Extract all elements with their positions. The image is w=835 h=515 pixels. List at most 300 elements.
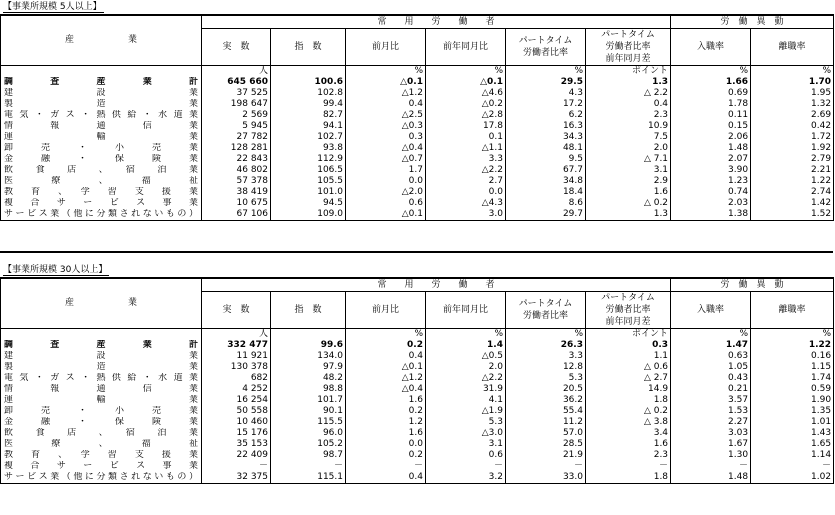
index-cell: 93.8 xyxy=(271,143,346,154)
regular-workers-header: 常 用 労 働 者 xyxy=(202,278,671,292)
section-title: 【事業所規模 30人以上】 xyxy=(3,265,108,275)
total-row xyxy=(1,77,834,88)
yoy-header: 前年同月比 xyxy=(426,29,506,66)
pt-diff-cell: △ 2.7 xyxy=(586,373,671,384)
table-row xyxy=(1,154,834,165)
entry-rate-cell: 2.27 xyxy=(671,417,751,428)
industry-label: 卸 売 ・ 小 売 業 xyxy=(1,143,202,154)
industry-label: 教 育 、 学 習 支 援 業 xyxy=(1,187,202,198)
pt-ratio-cell: 34.8 xyxy=(506,176,586,187)
industry-label: 建 設 業 xyxy=(1,351,202,362)
mom-cell: 0.2 xyxy=(346,450,426,461)
table-row xyxy=(1,472,834,484)
count-cell: 16 254 xyxy=(202,395,271,406)
unit-row xyxy=(1,66,834,78)
total-row xyxy=(1,340,834,351)
exit-rate-cell: 1.72 xyxy=(751,132,834,143)
unit-cell xyxy=(271,329,346,341)
entry-rate-cell: 0.21 xyxy=(671,384,751,395)
industry-header: 産 業 xyxy=(1,278,202,329)
count-cell: 645 660 xyxy=(202,77,271,88)
index-cell: 98.7 xyxy=(271,450,346,461)
count-cell: 37 525 xyxy=(202,88,271,99)
exit-rate-cell: 1.95 xyxy=(751,88,834,99)
yoy-cell: 2.7 xyxy=(426,176,506,187)
entry-rate-cell: 0.74 xyxy=(671,187,751,198)
table-row xyxy=(1,373,834,384)
industry-label: 教 育 、 学 習 支 援 業 xyxy=(1,450,202,461)
industry-label: 電気・ガス・熱供給・水道業 xyxy=(1,110,202,121)
pt-ratio-cell: 26.3 xyxy=(506,340,586,351)
yoy-cell: 31.9 xyxy=(426,384,506,395)
exit-rate-cell: 1.35 xyxy=(751,406,834,417)
entry-rate-cell: 1.30 xyxy=(671,450,751,461)
pt-ratio-cell: 3.3 xyxy=(506,351,586,362)
yoy-cell: 3.3 xyxy=(426,154,506,165)
pt-diff-header-line2: 前年同月差 xyxy=(605,54,651,64)
table-row xyxy=(1,461,834,472)
exit-rate-cell: 1.52 xyxy=(751,209,834,221)
industry-label: 建 設 業 xyxy=(1,88,202,99)
count-cell: 682 xyxy=(202,373,271,384)
pt-ratio-header-main: 労働者比率 xyxy=(522,48,568,58)
count-cell: 35 153 xyxy=(202,439,271,450)
table-row xyxy=(1,110,834,121)
section-title: 【事業所規模 5人以上】 xyxy=(3,2,102,12)
industry-label: 製 造 業 xyxy=(1,362,202,373)
pt-diff-header-line2: 前年同月差 xyxy=(605,317,651,327)
count-cell: 10 675 xyxy=(202,198,271,209)
table-row xyxy=(1,439,834,450)
exit-rate-cell: － xyxy=(751,461,834,472)
pt-diff-cell: △ 0.2 xyxy=(586,198,671,209)
mom-cell: 0.2 xyxy=(346,406,426,417)
exit-rate-cell: 1.70 xyxy=(751,77,834,88)
industry-label: 情 報 通 信 業 xyxy=(1,384,202,395)
mom-cell: 1.6 xyxy=(346,395,426,406)
unit-cell: % xyxy=(751,66,834,78)
index-cell: 105.2 xyxy=(271,439,346,450)
unit-cell: % xyxy=(426,329,506,341)
labor-turnover-header: 労 働 異 動 xyxy=(671,278,834,292)
entry-rate-cell: 1.38 xyxy=(671,209,751,221)
unit-cell: ポイント xyxy=(586,329,671,341)
exit-rate-cell: 1.22 xyxy=(751,340,834,351)
exit-rate-cell: 2.21 xyxy=(751,165,834,176)
yoy-cell: 0.0 xyxy=(426,187,506,198)
index-cell: 112.9 xyxy=(271,154,346,165)
table-row xyxy=(1,209,834,221)
labor-turnover-header: 労 働 異 動 xyxy=(671,15,834,29)
regular-workers-header: 常 用 労 働 者 xyxy=(202,15,671,29)
unit-cell: % xyxy=(346,329,426,341)
index-cell: 96.0 xyxy=(271,428,346,439)
industry-label: 電気・ガス・熱供給・水道業 xyxy=(1,373,202,384)
table-row xyxy=(1,132,834,143)
pt-ratio-cell: 28.5 xyxy=(506,439,586,450)
pt-ratio-cell: 18.4 xyxy=(506,187,586,198)
index-cell: 48.2 xyxy=(271,373,346,384)
unit-cell xyxy=(271,66,346,78)
yoy-cell: 4.1 xyxy=(426,395,506,406)
exit-rate-cell: 1.43 xyxy=(751,428,834,439)
index-cell: 105.5 xyxy=(271,176,346,187)
unit-cell: % xyxy=(426,66,506,78)
pt-ratio-cell: 21.9 xyxy=(506,450,586,461)
table-row xyxy=(1,428,834,439)
count-cell: 22 843 xyxy=(202,154,271,165)
mom-cell: 0.2 xyxy=(346,340,426,351)
entry-rate-cell: 1.67 xyxy=(671,439,751,450)
table-row xyxy=(1,143,834,154)
count-cell: 67 106 xyxy=(202,209,271,221)
mom-cell: － xyxy=(346,461,426,472)
pt-diff-header-line1: 労働者比率 xyxy=(605,305,651,315)
pt-ratio-cell: 57.0 xyxy=(506,428,586,439)
mom-cell: 1.2 xyxy=(346,417,426,428)
mom-cell: △0.1 xyxy=(346,209,426,221)
entry-rate-cell: 1.05 xyxy=(671,362,751,373)
pt-diff-header-line1: 労働者比率 xyxy=(605,42,651,52)
index-cell: 102.8 xyxy=(271,88,346,99)
count-cell: 10 460 xyxy=(202,417,271,428)
count-cell: 130 378 xyxy=(202,362,271,373)
table-row xyxy=(1,121,834,132)
yoy-cell: 3.0 xyxy=(426,209,506,221)
unit-cell: 人 xyxy=(202,66,271,78)
yoy-cell: △0.1 xyxy=(426,77,506,88)
count-cell: 32 375 xyxy=(202,472,271,484)
table-row xyxy=(1,406,834,417)
exit-rate-cell: 1.32 xyxy=(751,99,834,110)
stats-table xyxy=(0,14,834,221)
industry-label: 情 報 通 信 業 xyxy=(1,121,202,132)
table-row xyxy=(1,88,834,99)
index-cell: 134.0 xyxy=(271,351,346,362)
entry-rate-cell: 3.90 xyxy=(671,165,751,176)
exit-rate-cell: 2.74 xyxy=(751,187,834,198)
pt-ratio-cell: 33.0 xyxy=(506,472,586,484)
count-header: 実 数 xyxy=(202,29,271,66)
table-row xyxy=(1,165,834,176)
exit-rate-header: 離職率 xyxy=(751,29,834,66)
industry-label: 複 合 サ ー ビ ス 事 業 xyxy=(1,461,202,472)
exit-rate-cell: 0.42 xyxy=(751,121,834,132)
entry-rate-cell: 1.53 xyxy=(671,406,751,417)
unit-cell: % xyxy=(671,329,751,341)
index-header: 指 数 xyxy=(271,29,346,66)
unit-cell: % xyxy=(671,66,751,78)
index-cell: 106.5 xyxy=(271,165,346,176)
yoy-cell: △0.2 xyxy=(426,99,506,110)
pt-ratio-header xyxy=(506,29,586,66)
yoy-cell: 2.0 xyxy=(426,362,506,373)
pt-ratio-cell: 12.8 xyxy=(506,362,586,373)
mom-cell: △0.1 xyxy=(346,77,426,88)
unit-cell xyxy=(1,66,202,78)
industry-label: 調 査 産 業 計 xyxy=(1,340,202,351)
pt-diff-cell: 3.1 xyxy=(586,165,671,176)
section-divider xyxy=(0,251,833,253)
industry-header: 産 業 xyxy=(1,15,202,66)
pt-ratio-header xyxy=(506,292,586,329)
table-row xyxy=(1,198,834,209)
pt-diff-cell: 2.3 xyxy=(586,110,671,121)
yoy-cell: 1.4 xyxy=(426,340,506,351)
unit-cell: 人 xyxy=(202,329,271,341)
industry-label: サービス業（他に分類されないもの） xyxy=(1,209,202,221)
mom-cell: △0.1 xyxy=(346,362,426,373)
pt-diff-cell: 2.3 xyxy=(586,450,671,461)
pt-diff-cell: 1.6 xyxy=(586,187,671,198)
index-cell: 99.4 xyxy=(271,99,346,110)
entry-rate-cell: 0.69 xyxy=(671,88,751,99)
index-cell: 102.7 xyxy=(271,132,346,143)
pt-ratio-cell: 11.2 xyxy=(506,417,586,428)
pt-diff-cell: － xyxy=(586,461,671,472)
entry-rate-cell: 0.15 xyxy=(671,121,751,132)
yoy-cell: 3.1 xyxy=(426,439,506,450)
exit-rate-cell: 1.22 xyxy=(751,176,834,187)
pt-ratio-cell: 36.2 xyxy=(506,395,586,406)
yoy-cell: 3.2 xyxy=(426,472,506,484)
count-cell: 4 252 xyxy=(202,384,271,395)
industry-label: 製 造 業 xyxy=(1,99,202,110)
index-cell: 115.5 xyxy=(271,417,346,428)
pt-diff-header-top: パートタイム xyxy=(601,293,655,303)
exit-rate-cell: 1.65 xyxy=(751,439,834,450)
pt-diff-cell: 3.4 xyxy=(586,428,671,439)
pt-diff-cell: 1.8 xyxy=(586,395,671,406)
count-cell: 15 176 xyxy=(202,428,271,439)
industry-label: 飲 食 店 、 宿 泊 業 xyxy=(1,165,202,176)
yoy-cell: 5.3 xyxy=(426,417,506,428)
unit-row xyxy=(1,329,834,341)
pt-diff-cell: △ 7.1 xyxy=(586,154,671,165)
pt-diff-cell: △ 0.6 xyxy=(586,362,671,373)
mom-cell: 0.4 xyxy=(346,472,426,484)
mom-header: 前月比 xyxy=(346,29,426,66)
count-header: 実 数 xyxy=(202,292,271,329)
entry-rate-cell: 2.03 xyxy=(671,198,751,209)
index-cell: 109.0 xyxy=(271,209,346,221)
count-cell: 50 558 xyxy=(202,406,271,417)
index-cell: 90.1 xyxy=(271,406,346,417)
pt-ratio-cell: 4.3 xyxy=(506,88,586,99)
count-cell: 11 921 xyxy=(202,351,271,362)
index-cell: 94.1 xyxy=(271,121,346,132)
pt-diff-header-top: パートタイム xyxy=(601,30,655,40)
industry-label: 複 合 サ ー ビ ス 事 業 xyxy=(1,198,202,209)
pt-diff-cell: 10.9 xyxy=(586,121,671,132)
mom-cell: △0.4 xyxy=(346,143,426,154)
table-row xyxy=(1,187,834,198)
exit-rate-cell: 0.59 xyxy=(751,384,834,395)
pt-ratio-header-top: パートタイム xyxy=(518,299,573,309)
entry-rate-cell: － xyxy=(671,461,751,472)
entry-rate-cell: 0.11 xyxy=(671,110,751,121)
table-row xyxy=(1,450,834,461)
yoy-cell: △3.0 xyxy=(426,428,506,439)
mom-cell: △0.4 xyxy=(346,384,426,395)
exit-rate-cell: 1.02 xyxy=(751,472,834,484)
count-cell: 27 782 xyxy=(202,132,271,143)
industry-label: 飲 食 店 、 宿 泊 業 xyxy=(1,428,202,439)
index-cell: 94.5 xyxy=(271,198,346,209)
yoy-header: 前年同月比 xyxy=(426,292,506,329)
pt-diff-cell: 2.9 xyxy=(586,176,671,187)
index-cell: 98.8 xyxy=(271,384,346,395)
industry-label: 運 輸 業 xyxy=(1,395,202,406)
pt-diff-cell: 1.1 xyxy=(586,351,671,362)
exit-rate-cell: 2.69 xyxy=(751,110,834,121)
pt-ratio-cell: 6.2 xyxy=(506,110,586,121)
mom-cell: 0.3 xyxy=(346,132,426,143)
pt-ratio-header-top: パートタイム xyxy=(518,36,573,46)
table-row xyxy=(1,362,834,373)
unit-cell: ポイント xyxy=(586,66,671,78)
index-header: 指 数 xyxy=(271,292,346,329)
exit-rate-cell: 1.42 xyxy=(751,198,834,209)
mom-cell: △2.0 xyxy=(346,187,426,198)
unit-cell: % xyxy=(346,66,426,78)
entry-rate-cell: 1.23 xyxy=(671,176,751,187)
pt-ratio-cell: 8.6 xyxy=(506,198,586,209)
mom-cell: 0.0 xyxy=(346,439,426,450)
yoy-cell: 0.1 xyxy=(426,132,506,143)
exit-rate-cell: 2.79 xyxy=(751,154,834,165)
industry-label: 医 療 、 福 祉 xyxy=(1,439,202,450)
yoy-cell: 0.6 xyxy=(426,450,506,461)
mom-cell: △1.2 xyxy=(346,88,426,99)
entry-rate-cell: 3.03 xyxy=(671,428,751,439)
count-cell: 198 647 xyxy=(202,99,271,110)
unit-cell: % xyxy=(506,66,586,78)
table-row xyxy=(1,176,834,187)
yoy-cell: 17.8 xyxy=(426,121,506,132)
pt-ratio-cell: 9.5 xyxy=(506,154,586,165)
index-cell: 97.9 xyxy=(271,362,346,373)
index-cell: 115.1 xyxy=(271,472,346,484)
pt-diff-cell: △ 0.2 xyxy=(586,406,671,417)
yoy-cell: △2.2 xyxy=(426,165,506,176)
mom-cell: 0.4 xyxy=(346,351,426,362)
count-cell: 22 409 xyxy=(202,450,271,461)
yoy-cell: △1.9 xyxy=(426,406,506,417)
count-cell: 332 477 xyxy=(202,340,271,351)
entry-rate-cell: 0.43 xyxy=(671,373,751,384)
industry-label: 医 療 、 福 祉 xyxy=(1,176,202,187)
entry-rate-cell: 3.57 xyxy=(671,395,751,406)
pt-ratio-cell: 34.3 xyxy=(506,132,586,143)
pt-diff-cell: 14.9 xyxy=(586,384,671,395)
industry-label: 金 融 ・ 保 険 業 xyxy=(1,154,202,165)
exit-rate-cell: 1.90 xyxy=(751,395,834,406)
industry-label: 調 査 産 業 計 xyxy=(1,77,202,88)
industry-label: サービス業（他に分類されないもの） xyxy=(1,472,202,484)
pt-diff-cell: 2.0 xyxy=(586,143,671,154)
mom-cell: △0.3 xyxy=(346,121,426,132)
index-cell: 101.7 xyxy=(271,395,346,406)
index-cell: 82.7 xyxy=(271,110,346,121)
count-cell: 46 802 xyxy=(202,165,271,176)
mom-cell: △1.2 xyxy=(346,373,426,384)
mom-cell: △2.5 xyxy=(346,110,426,121)
yoy-cell: △2.2 xyxy=(426,373,506,384)
yoy-cell: △4.6 xyxy=(426,88,506,99)
exit-rate-cell: 1.15 xyxy=(751,362,834,373)
entry-rate-cell: 0.63 xyxy=(671,351,751,362)
table-row xyxy=(1,99,834,110)
exit-rate-cell: 1.74 xyxy=(751,373,834,384)
mom-cell: 0.4 xyxy=(346,99,426,110)
count-cell: 128 281 xyxy=(202,143,271,154)
pt-ratio-cell: 5.3 xyxy=(506,373,586,384)
pt-ratio-cell: － xyxy=(506,461,586,472)
pt-ratio-cell: 29.7 xyxy=(506,209,586,221)
pt-ratio-cell: 67.7 xyxy=(506,165,586,176)
yoy-cell: △0.5 xyxy=(426,351,506,362)
industry-label: 運 輸 業 xyxy=(1,132,202,143)
table-row xyxy=(1,395,834,406)
exit-rate-cell: 1.01 xyxy=(751,417,834,428)
entry-rate-cell: 2.06 xyxy=(671,132,751,143)
table-row xyxy=(1,351,834,362)
yoy-cell: △2.8 xyxy=(426,110,506,121)
pt-diff-cell: △ 3.8 xyxy=(586,417,671,428)
unit-cell: % xyxy=(506,329,586,341)
count-cell: 57 378 xyxy=(202,176,271,187)
entry-rate-cell: 1.48 xyxy=(671,143,751,154)
pt-diff-cell: 0.3 xyxy=(586,340,671,351)
entry-rate-cell: 1.48 xyxy=(671,472,751,484)
entry-rate-cell: 1.78 xyxy=(671,99,751,110)
yoy-cell: △1.1 xyxy=(426,143,506,154)
pt-diff-header xyxy=(586,292,671,329)
mom-cell: 1.7 xyxy=(346,165,426,176)
pt-ratio-header-main: 労働者比率 xyxy=(522,311,568,321)
mom-header: 前月比 xyxy=(346,292,426,329)
pt-diff-cell: 1.6 xyxy=(586,439,671,450)
industry-label: 金 融 ・ 保 険 業 xyxy=(1,417,202,428)
yoy-cell: △4.3 xyxy=(426,198,506,209)
pt-diff-cell: 1.8 xyxy=(586,472,671,484)
count-cell: 38 419 xyxy=(202,187,271,198)
index-cell: 101.0 xyxy=(271,187,346,198)
pt-ratio-cell: 29.5 xyxy=(506,77,586,88)
pt-ratio-cell: 16.3 xyxy=(506,121,586,132)
table-row xyxy=(1,417,834,428)
exit-rate-cell: 1.92 xyxy=(751,143,834,154)
stats-table xyxy=(0,277,834,484)
mom-cell: 0.0 xyxy=(346,176,426,187)
exit-rate-cell: 0.16 xyxy=(751,351,834,362)
entry-rate-header: 入職率 xyxy=(671,292,751,329)
mom-cell: 1.6 xyxy=(346,428,426,439)
unit-cell xyxy=(1,329,202,341)
count-cell: 5 945 xyxy=(202,121,271,132)
count-cell: － xyxy=(202,461,271,472)
mom-cell: △0.7 xyxy=(346,154,426,165)
unit-cell: % xyxy=(751,329,834,341)
exit-rate-cell: 1.14 xyxy=(751,450,834,461)
entry-rate-cell: 1.47 xyxy=(671,340,751,351)
pt-diff-cell: △ 2.2 xyxy=(586,88,671,99)
industry-label: 卸 売 ・ 小 売 業 xyxy=(1,406,202,417)
entry-rate-cell: 2.07 xyxy=(671,154,751,165)
entry-rate-cell: 1.66 xyxy=(671,77,751,88)
pt-diff-cell: 0.4 xyxy=(586,99,671,110)
